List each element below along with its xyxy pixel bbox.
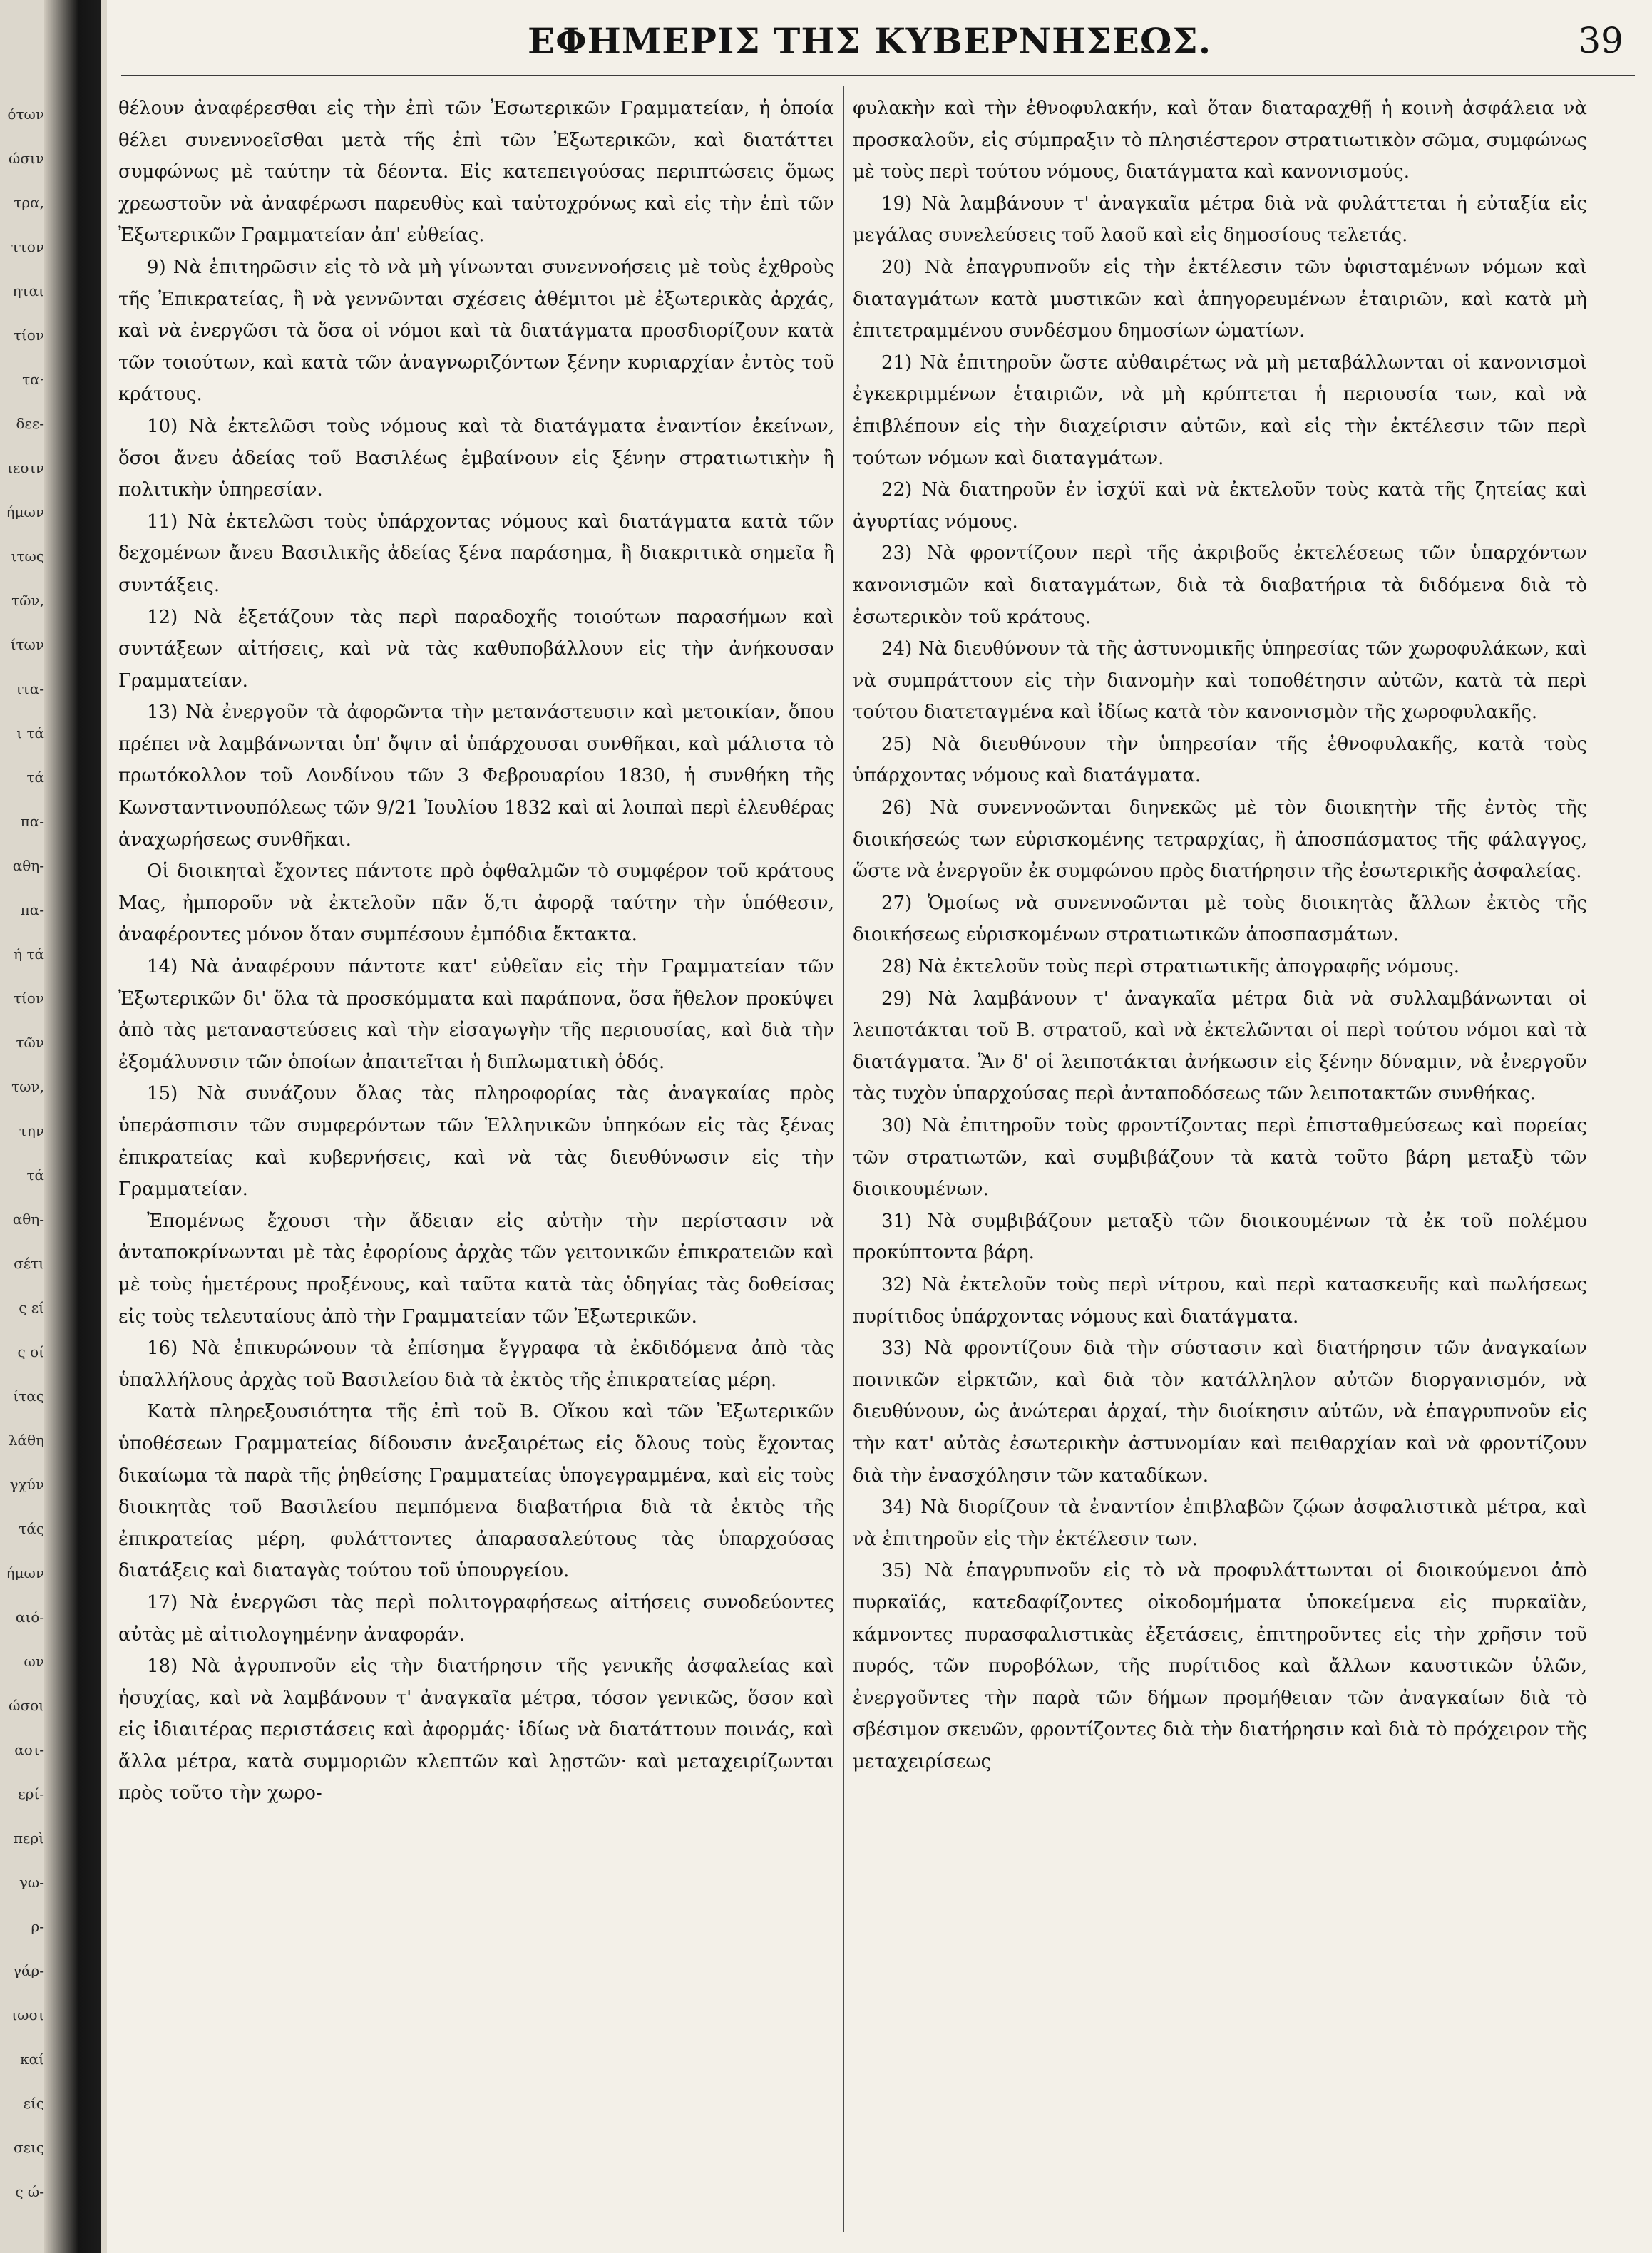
margin-fragment: ι τά bbox=[16, 726, 44, 740]
margin-fragment: τα· bbox=[22, 372, 44, 386]
article-paragraph: 35) Νὰ ἐπαγρυπνοῦν εἰς τὸ νὰ προφυλάττωνται οἱ διοικούμενοι ἀπὸ πυρκαϊάς, κατεδαφίζοντες οἰκοδομήματα ὑποκείμενα εἰς πυρκαϊὰν, κάμνοντες πυρασφαλιστικὰς ἐξετάσεις, ἐπιτηροῦντες εἰς τὴν χρῆσιν τοῦ πυρός, τῶν πυροβόλων, τῆς πυρίτιδος καὶ ἄλλων καυστικῶν ὑλῶν, ἐνεργοῦντες τὴν παρὰ τῶν δήμων προμήθειαν τῶν ἀναγκαίων διὰ τὸ σβέσιμον σκευῶν, φροντίζοντες διὰ τὴν διατήρησιν καὶ διὰ τὸ πρόχειρον τῆς μεταχειρίσεως bbox=[853, 1560, 1587, 1772]
article-paragraph: 22) Νὰ διατηροῦν ἐν ἰσχύϊ καὶ νὰ ἐκτελοῦν τοὺς κατὰ τῆς ζητείας καὶ ἀγυρτίας νόμους. bbox=[853, 479, 1587, 533]
article-paragraph: 11) Νὰ ἐκτελῶσι τοὺς ὑπάρχοντας νόμους καὶ διατάγματα κατὰ τῶν δεχομένων ἄνευ Βασιλικῆς ἀδείας ξένα παράσημα, ἢ διακριτικὰ σημεῖα ἢ συντάξεις. bbox=[118, 510, 834, 596]
margin-fragment: ιεσιν bbox=[7, 461, 44, 475]
margin-fragment: ς οί bbox=[17, 1345, 44, 1359]
margin-fragment: τά bbox=[26, 1168, 44, 1182]
margin-fragment: πα- bbox=[20, 814, 44, 828]
margin-fragment: αιό- bbox=[15, 1610, 44, 1624]
margin-fragment: ττον bbox=[11, 240, 44, 254]
margin-fragment: δεε- bbox=[16, 416, 44, 431]
article-paragraph: 28) Νὰ ἐκτελοῦν τοὺς περὶ στρατιωτικῆς ἀπογραφῆς νόμους. bbox=[881, 956, 1460, 978]
article-paragraph: 24) Νὰ διευθύνουν τὰ τῆς ἀστυνομικῆς ὑπηρεσίας τῶν χωροφυλάκων, καὶ νὰ συμπράττουν εἰς τὴν διανομὴν καὶ τοποθέτησιν αὐτῶν, κατὰ τὰ περὶ τούτου διατεταγμένα καὶ ἰδίως κατὰ τὸν κανονισμὸν τῆς χωροφυλακῆς. bbox=[853, 638, 1587, 724]
article-paragraph: 34) Νὰ διορίζουν τὰ ἐναντίον ἐπιβλαβῶν ζῴων ἀσφαλιστικὰ μέτρα, καὶ νὰ ἐπιτηροῦν εἰς τὴν ἐκτέλεσιν των. bbox=[853, 1497, 1587, 1550]
article-paragraph: 33) Νὰ φροντίζουν διὰ τὴν σύστασιν καὶ διατήρησιν τῶν ἀναγκαίων ποινικῶν εἱρκτῶν, καὶ διὰ τὸν κατάλληλον αὐτῶν διοργανισμόν, νὰ διευθύνουν, ὡς ἀνώτεραι ἀρχαί, τὴν διοίκησιν αὐτῶν, νὰ ἐπαγρυπνοῦν εἰς τὴν κατ' αὐτὰς ἐσωτερικὴν ἀστυνομίαν καὶ πειθαρχίαν καὶ νὰ φροντίζουν διὰ τὴν ἐνασχόλησιν τῶν καταδίκων. bbox=[853, 1338, 1587, 1487]
margin-fragment: ων bbox=[24, 1654, 44, 1668]
facing-page-margin bbox=[0, 0, 107, 2253]
article-paragraph: 19) Νὰ λαμβάνουν τ' ἀναγκαῖα μέτρα διὰ νὰ φυλάττεται ἡ εὐταξία εἰς μεγάλας συνελεύσεις τοῦ λαοῦ καὶ εἰς δημοσίους τελετάς. bbox=[853, 193, 1587, 247]
article-paragraph: 26) Νὰ συνεννοῶνται διηνεκῶς μὲ τὸν διοικητὴν τῆς ἐντὸς τῆς διοικήσεώς των εὑρισκομένης τετραρχίας, ἢ ἀποσπάσματος τῆς φάλαγγος, ὥστε νὰ ἐνεργοῦν ἐκ συμφώνου πρὸς διατήρησιν τῆς ἐσωτερικῆς ἀσφαλείας. bbox=[853, 797, 1587, 883]
margin-fragment: περὶ bbox=[13, 1831, 44, 1845]
article-paragraph: 15) Νὰ συνάζουν ὅλας τὰς πληροφορίας τὰς ἀναγκαίας πρὸς ὑπεράσπισιν τῶν συμφερόντων τῶν Ἑλληνικῶν ὑπηκόων εἰς τὰς ξένας ἐπικρατείας καὶ κυβερνήσεις, καὶ νὰ τὰς διευθύνωσιν εἰς τὴν Γραμματείαν. bbox=[118, 1083, 834, 1201]
article-paragraph: 18) Νὰ ἀγρυπνοῦν εἰς τὴν διατήρησιν τῆς γενικῆς ἀσφαλείας καὶ ἡσυχίας, καὶ νὰ λαμβάνουν τ' ἀναγκαῖα μέτρα, τόσον γενικῶς, ὅσον καὶ εἰς ἰδιαιτέρας περιστάσεις καὶ ἀφορμάς· ἰδίως νὰ διατάττουν ποινάς, καὶ ἄλλα μέτρα, κατὰ συμμοριῶν κλεπτῶν καὶ λῃστῶν· καὶ μεταχειρίζωνται πρὸς τοῦτο τὴν χωρο- bbox=[118, 1656, 834, 1805]
left-text-column bbox=[118, 93, 834, 2239]
right-text-column bbox=[853, 93, 1587, 2239]
margin-fragment: γχύν bbox=[9, 1477, 44, 1492]
article-paragraph: 13) Νὰ ἐνεργοῦν τὰ ἀφορῶντα τὴν μετανάστευσιν καὶ μετοικίαν, ὅπου πρέπει νὰ λαμβάνωνται ὑπ' ὄψιν αἱ ὑπάρχουσαι συνθῆκαι, καὶ μάλιστα τὸ πρωτόκολλον τοῦ Λονδίνου τῶν 3 Φεβρουαρίου 1830, ἡ συνθήκη τῆς Κωνσταντινουπόλεως τῶν 9/21 Ἰουλίου 1832 καὶ αἱ λοιπαὶ περὶ ἐλευθέρας ἀναχωρήσεως συνθῆκαι. bbox=[118, 702, 834, 851]
margin-fragment: γω- bbox=[19, 1875, 44, 1889]
margin-fragment: αθη- bbox=[12, 858, 44, 873]
article-paragraph: Κατὰ πληρεξουσιότητα τῆς ἐπὶ τοῦ Β. Οἴκου καὶ τῶν Ἐξωτερικῶν ὑποθέσεων Γραμματείας δίδουσιν ἀνεξαιρέτως εἰς ὅλους τοὺς ἔχοντας δικαίωμα τὰ παρὰ τῆς ῥηθείσης Γραμματείας ὑπογεγραμμένα, καὶ εἰς τοὺς διοικητὰς τοῦ Βασιλείου πεμπόμενα διαβατήρια διὰ τὰ ἐκτὸς τῆς ἐπικρατείας μέρη, φυλάττοντες ἀπαρασαλεύτους τὰς ὑπαρχούσας διατάξεις καὶ διαταγὰς τούτου τοῦ ὑπουργείου. bbox=[118, 1401, 834, 1582]
running-head-title: ΕΦΗΜΕΡΙΣ ΤΗΣ ΚΥΒΕΡΝΗΣΕΩΣ. bbox=[528, 20, 1212, 62]
margin-fragment: ίτων bbox=[10, 637, 44, 652]
margin-fragment: τάς bbox=[19, 1521, 44, 1536]
margin-fragment: τίον bbox=[13, 328, 44, 342]
article-paragraph: 10) Νὰ ἐκτελῶσι τοὺς νόμους καὶ τὰ διατάγματα ἐναντίον ἐκείνων, ὅσοι ἄνευ ἀδείας τοῦ Βασιλέως ἐμβαίνουν εἰς ξένην στρατιωτικὴν ἢ πολιτικὴν ὑπηρεσίαν. bbox=[118, 415, 834, 501]
article-paragraph: 30) Νὰ ἐπιτηροῦν τοὺς φροντίζοντας περὶ ἐπισταθμεύσεως καὶ πορείας τῶν στρατιωτῶν, καὶ συμβιβάζουν τὰ κατὰ τοῦτο βάρη μεταξὺ τῶν διοικουμένων. bbox=[853, 1115, 1587, 1201]
margin-fragment: σέτι bbox=[14, 1256, 44, 1271]
article-paragraph: 25) Νὰ διευθύνουν τὴν ὑπηρεσίαν τῆς ἐθνοφυλακῆς, κατὰ τοὺς ὑπάρχοντας νόμους καὶ διατάγματα. bbox=[853, 733, 1587, 787]
margin-fragment: γάρ- bbox=[13, 1964, 44, 1978]
margin-fragment: ιτα- bbox=[16, 682, 44, 696]
margin-fragment: καί bbox=[20, 2052, 44, 2066]
margin-fragment: τίον bbox=[13, 991, 44, 1005]
article-paragraph: 32) Νὰ ἐκτελοῦν τοὺς περὶ νίτρου, καὶ περὶ κατασκευῆς καὶ πωλήσεως πυρίτιδος ὑπάρχοντας νόμους καὶ διατάγματα. bbox=[853, 1273, 1587, 1328]
margin-fragment: την bbox=[19, 1124, 44, 1138]
margin-fragment: ασι- bbox=[14, 1743, 44, 1757]
margin-fragment: πα- bbox=[20, 903, 44, 917]
article-paragraph: 16) Νὰ ἐπικυρώνουν τὰ ἐπίσημα ἔγγραφα τὰ ἐκδιδόμενα ἀπὸ τὰς ὑπαλλήλους ἀρχὰς τοῦ Βασιλείου διὰ τὰ ἐκτὸς τῆς ἐπικρατείας μέρη. bbox=[118, 1338, 834, 1391]
article-paragraph: φυλακὴν καὶ τὴν ἐθνοφυλακήν, καὶ ὅταν διαταραχθῇ ἡ κοινὴ ἀσφάλεια νὰ προσκαλοῦν, εἰς σύμπραξιν τὸ πλησιέστερον στρατιωτικὸν σῶμα, συμφώνως μὲ τοὺς περὶ τούτου νόμους, διατάγματα καὶ κανονισμούς. bbox=[853, 98, 1587, 183]
article-paragraph: Ἐπομένως ἔχουσι τὴν ἄδειαν εἰς αὐτὴν τὴν περίστασιν νὰ ἀνταποκρίνωνται μὲ τὰς ἐφορίους ἀρχὰς τῶν γειτονικῶν ἐπικρατειῶν καὶ μὲ τοὺς ἡμετέρους προξένους, καὶ ταῦτα κατὰ τὰς ὁδηγίας τὰς δοθείσας εἰς τοὺς τελευταίους ἀπὸ τὴν Γραμματείαν τῶν Ἐξωτερικῶν. bbox=[118, 1210, 834, 1328]
article-paragraph: 29) Νὰ λαμβάνουν τ' ἀναγκαῖα μέτρα διὰ νὰ συλλαμβάνωνται οἱ λειποτάκται τοῦ Β. στρατοῦ, καὶ νὰ ἐκτελῶνται οἱ περὶ τούτου νόμοι καὶ τὰ διατάγματα. Ἂν δ' οἱ λειποτάκται ἀνήκωσιν εἰς ξένην δύναμιν, νὰ ἐνεργοῦν τὰς τυχὸν ὑπαρχούσας περὶ ἀνταποδόσεως τῶν λειποτακτῶν συνθήκας. bbox=[853, 987, 1587, 1105]
margin-fragment: αθη- bbox=[12, 1212, 44, 1226]
margin-fragment: τά bbox=[26, 770, 44, 784]
margin-fragment: ότων bbox=[7, 107, 44, 121]
margin-fragment: ερί- bbox=[18, 1787, 44, 1801]
article-paragraph: 14) Νὰ ἀναφέρουν πάντοτε κατ' εὐθεῖαν εἰς τὴν Γραμματείαν τῶν Ἐξωτερικῶν δι' ὅλα τὰ προσκόμματα καὶ παράπονα, ὅσα ἤθελον προκύψει ἀπὸ τὰς μεταναστεύσεις καὶ τὴν εἰσαγωγὴν τῆς περιουσίας, καὶ διὰ τὴν ἐξομάλυνσιν τῶν ὁποίων ἀπαιτεῖται ἡ διπλωματικὴ ὁδός. bbox=[118, 956, 834, 1073]
margin-fragment: ήμων bbox=[6, 505, 44, 519]
article-paragraph: 31) Νὰ συμβιβάζουν μεταξὺ τῶν διοικουμένων τὰ ἐκ τοῦ πολέμου προκύπτοντα βάρη. bbox=[853, 1210, 1587, 1264]
article-paragraph: 27) Ὁμοίως νὰ συνεννοῶνται μὲ τοὺς διοικητὰς ἄλλων ἐκτὸς τῆς διοικήσεως εὑρισκομένων στρατιωτικῶν ἀποσπασμάτων. bbox=[853, 892, 1587, 946]
margin-fragment: ηται bbox=[12, 284, 44, 298]
gazette-page bbox=[107, 0, 1652, 2253]
margin-fragment: ιτως bbox=[11, 549, 44, 563]
article-paragraph: θέλουν ἀναφέρεσθαι εἰς τὴν ἐπὶ τῶν Ἐσωτερικῶν Γραμματείαν, ἡ ὁποία θέλει συνεννοεῖσθαι μετὰ τῆς ἐπὶ τῶν Ἐξωτερικῶν, καὶ διατάττει συμφώνως μὲ ταύτην τὰ δέοντα. Εἰς κατεπειγούσας περιπτώσεις ὅμως χρεωστοῦν νὰ ἀναφέρωσι παρευθὺς καὶ ταὐτοχρόνως καὶ εἰς τὴν ἐπὶ τῶν Ἐξωτερικῶν Γραμματείαν ἀπ' εὐθείας. bbox=[118, 98, 834, 247]
article-paragraph: 23) Νὰ φροντίζουν περὶ τῆς ἀκριβοῦς ἐκτελέσεως τῶν ὑπαρχόντων κανονισμῶν καὶ διαταγμάτων, διὰ τὰ διαβατήρια τὰ διδόμενα διὰ τὸ ἐσωτερικὸν τοῦ κράτους. bbox=[853, 543, 1587, 628]
page-number: 39 bbox=[1578, 20, 1623, 61]
margin-fragment: ίτας bbox=[13, 1389, 44, 1403]
margin-fragment: ς ώ- bbox=[15, 2185, 44, 2199]
margin-fragment: ή τά bbox=[14, 947, 44, 961]
article-paragraph: 9) Νὰ ἐπιτηρῶσιν εἰς τὸ νὰ μὴ γίνωνται συνεννοήσεις μὲ τοὺς ἐχθροὺς τῆς Ἐπικρατείας, ἢ νὰ γεννῶνται σχέσεις ἀθέμιτοι μὲ ἐξωτερικὰς ἀρχάς, καὶ νὰ ἐνεργῶσι τὰ ὅσα οἱ νόμοι καὶ τὰ διατάγματα προσδιορίζουν κατὰ τῶν τοιούτων, καὶ κατὰ τῶν ἀναγνωριζόντων ξένην κυριαρχίαν ἐντὸς τοῦ κράτους. bbox=[118, 256, 834, 406]
margin-fragment: ιωσι bbox=[11, 2008, 44, 2022]
column-divider bbox=[843, 86, 844, 2232]
book-spine-shadow bbox=[44, 0, 101, 2253]
article-paragraph: 17) Νὰ ἐνεργῶσι τὰς περὶ πολιτογραφήσεως αἰτήσεις συνοδεύοντες αὐτὰς μὲ αἰτιολογημένην ἀναφοράν. bbox=[118, 1591, 834, 1646]
margin-fragment: λάθη bbox=[8, 1433, 44, 1447]
margin-fragment: ώσοι bbox=[9, 1698, 44, 1713]
margin-fragment: ρ- bbox=[31, 1919, 44, 1934]
margin-fragment: ς εί bbox=[19, 1300, 44, 1315]
margin-fragment: ώσιν bbox=[9, 151, 44, 165]
margin-fragment: των, bbox=[11, 1079, 44, 1094]
article-paragraph: 21) Νὰ ἐπιτηροῦν ὥστε αὐθαιρέτως νὰ μὴ μεταβάλλωνται οἱ κανονισμοὶ ἐγκεκριμμένων ἑταιριῶν, νὰ μὴ κρύπτεται ἡ περιουσία των, καὶ νὰ ἐπιβλέπουν εἰς τὴν διαχείρισιν αὐτῶν, καὶ εἰς τὴν ἐκτέλεσιν τῶν περὶ τούτων νόμων καὶ διαταγμάτων. bbox=[853, 351, 1587, 469]
article-paragraph: 12) Νὰ ἐξετάζουν τὰς περὶ παραδοχῆς τοιούτων παρασήμων καὶ συντάξεων αἰτήσεις, καὶ νὰ τὰς καθυποβάλλουν εἰς τὴν ἀνήκουσαν Γραμματείαν. bbox=[118, 606, 834, 692]
margin-fragment: τῶν, bbox=[11, 593, 44, 607]
margin-fragment: ήμων bbox=[6, 1566, 44, 1580]
header-rule bbox=[121, 75, 1635, 76]
margin-fragment: τῶν bbox=[16, 1035, 44, 1049]
article-paragraph: 20) Νὰ ἐπαγρυπνοῦν εἰς τὴν ἐκτέλεσιν τῶν ὑφισταμένων νόμων καὶ διαταγμάτων κατὰ μυστικῶν καὶ ἀπηγορευμένων ἑταιριῶν, καὶ κατὰ μὴ ἐπιτετραμμένου συνδέσμου δημοσίων ὡματίων. bbox=[853, 256, 1587, 342]
article-paragraph: Οἱ διοικηταὶ ἔχοντες πάντοτε πρὸ ὀφθαλμῶν τὸ συμφέρον τοῦ κράτους Μας, ἠμποροῦν νὰ ἐκτελοῦν πᾶν ὅ,τι ἀφορᾷ ταύτην τὴν ὑπόθεσιν, ἀναφέροντες μόνον ὅταν συμπέσουν ἐμπόδια ἔκτακτα. bbox=[118, 861, 834, 946]
margin-fragment: είς bbox=[23, 2096, 44, 2110]
margin-fragment: τρα, bbox=[14, 195, 44, 210]
margin-fragment: σεις bbox=[13, 2140, 44, 2155]
